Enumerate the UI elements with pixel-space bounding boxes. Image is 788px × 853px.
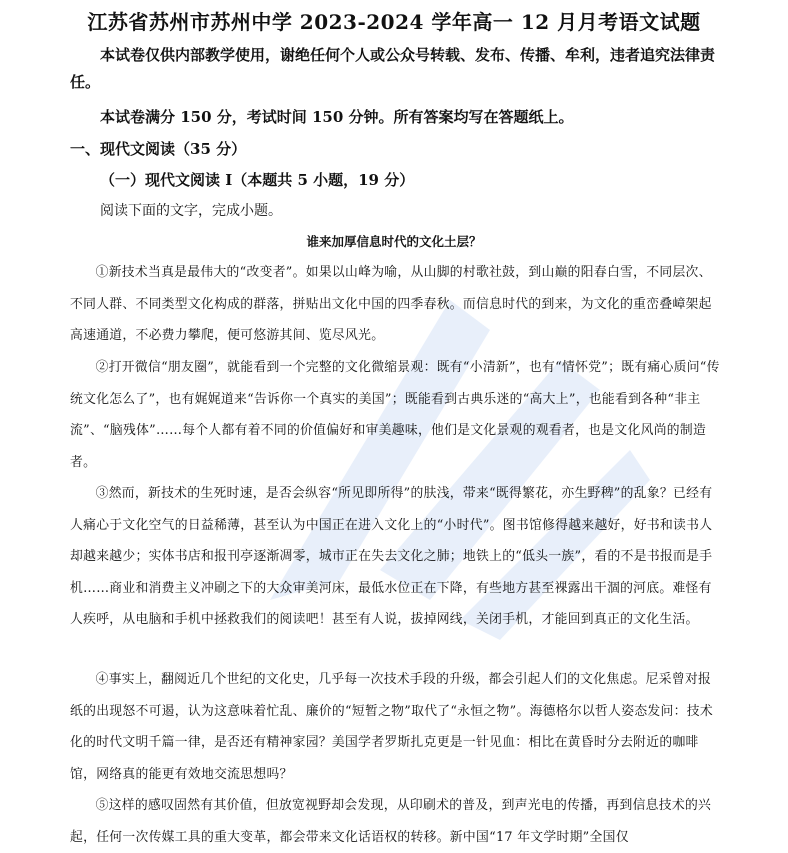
exam-info: 本试卷满分 150 分，考试时间 150 分钟。所有答案均写在答题纸上。	[100, 108, 574, 126]
subsection-heading: （一）现代文阅读 I（本题共 5 小题，19 分）	[100, 171, 415, 189]
article-paragraph-5: ⑤这样的感叹固然有其价值，但放宽视野却会发现，从印刷术的普及，到声光电的传播，再到信息技术的兴起，任何一次传媒工具的重大变革，都会带来文化话语权的转移。新中国“17 年文学时期”全国仅	[70, 798, 712, 845]
exam-title: 江苏省苏州市苏州中学 2023-2024 学年高一 12 月月考语文试题	[87, 10, 701, 34]
article-paragraph-3: ③然而，新技术的生死时速，是否会纵容“所见即所得”的肤浅，带来“既得繁花，亦生野稗”的乱象？已经有人痛心于文化空气的日益稀薄，甚至认为中国正在进入文化上的“小时代”。图书馆修得越来越好，好书和读书人却越来越少；实体书店和报刊亭逐渐凋零，城市正在失去文化之肺；地铁上的“低头一族”，看的不是书报而是手机……商业和消费主义冲刷之下的大众审美河床，最低水位正在下降，有些地方甚至裸露出干涸的河底。难怪有人疾呼，从电脑和手机中拯救我们的阅读吧！甚至有人说，拔掉网线，关闭手机，才能回到真正的文化生活。	[70, 486, 713, 627]
article-title: 谁来加厚信息时代的文化土层？	[306, 234, 482, 249]
article-paragraph-2: ②打开微信“朋友圈”，就能看到一个完整的文化微缩景观：既有“小清新”，也有“情怀党”；既有痛心质问“传统文化怎么了”，也有娓娓道来“告诉你一个真实的美国”；既能看到古典乐迷的“高大上”，也能看到各种“非主流”、“脑残体”……每个人都有着不同的价值偏好和审美趣味，他们是文化景观的观看者，也是文化风尚的制造者。	[70, 360, 720, 470]
article-paragraph-4: ④事实上，翻阅近几个世纪的文化史，几乎每一次技术手段的升级，都会引起人们的文化焦虑。尼采曾对报纸的出现怒不可遏，认为这意味着忙乱、廉价的“短暂之物”取代了“永恒之物”。海德格尔以哲人姿态发问：技术化的时代文明千篇一律，是否还有精神家园？美国学者罗斯扎克更是一针见血：相比在黄昏时分去附近的咖啡馆，网络真的能更有效地交流思想吗？	[70, 672, 713, 782]
article-paragraph-1: ①新技术当真是最伟大的“改变者”。如果以山峰为喻，从山脚的村歌社鼓，到山巅的阳春白雪，不同层次、不同人群、不同类型文化构成的群落，拼贴出文化中国的四季春秋。而信息时代的到来，为文化的重峦叠嶂架起高速通道，不必费力攀爬，便可悠游其间、览尽风光。	[70, 265, 712, 343]
reading-instruction: 阅读下面的文字，完成小题。	[100, 203, 282, 219]
section-heading: 一、现代文阅读（35 分）	[70, 140, 247, 158]
copyright-notice: 本试卷仅供内部教学使用，谢绝任何个人或公众号转载、发布、传播、牟利，违者追究法律责任。	[70, 46, 716, 91]
